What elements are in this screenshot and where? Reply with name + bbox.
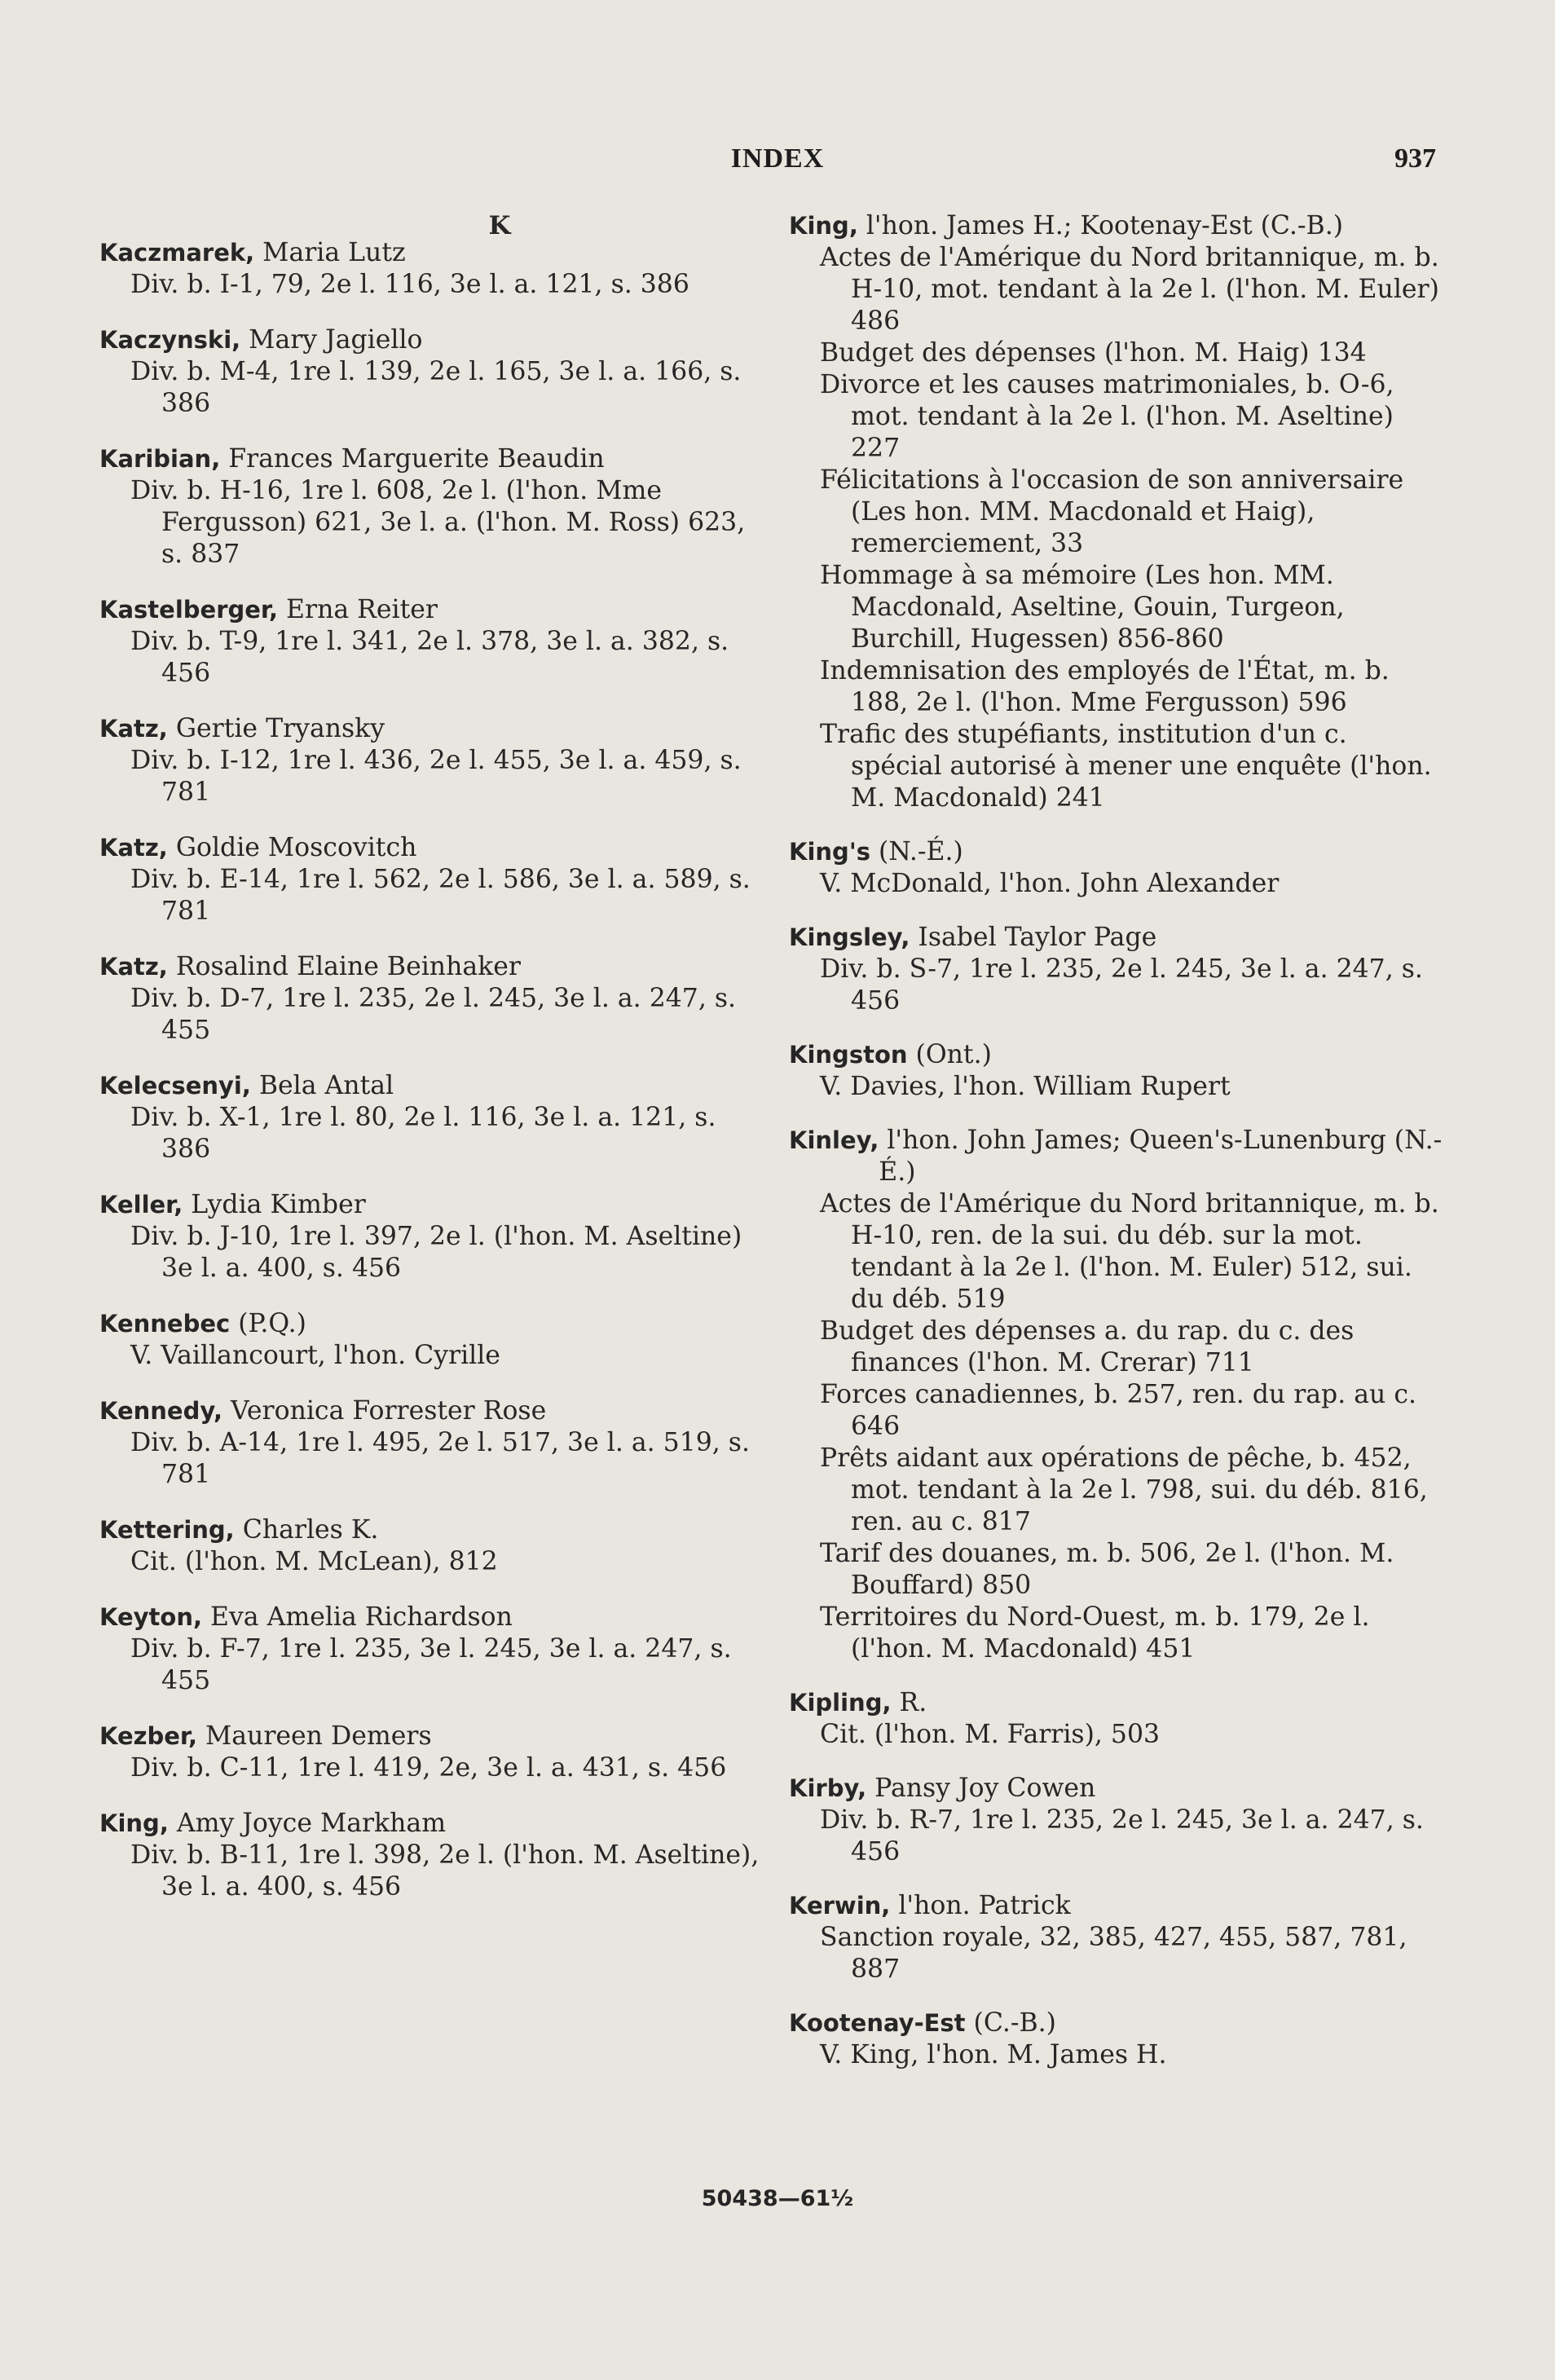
entry-subentry: Territoires du Nord-Ouest, m. b. 179, 2e l. (l'hon. M. Macdonald) 451 xyxy=(820,1602,1370,1664)
entry-detail: (N.-É.) xyxy=(870,837,963,866)
index-entry xyxy=(99,1308,769,1372)
entry-heading xyxy=(789,1890,1446,1922)
entry-subentry: Div. b. F-7, 1re l. 235, 3e l. 245, 3e l. a. 247, s. 455 xyxy=(130,1634,732,1695)
entry-heading xyxy=(789,2008,1446,2039)
entry-detail: R. xyxy=(891,1688,927,1717)
entry-detail: Erna Reiter xyxy=(278,595,438,624)
entry-subentry: Div. b. H-16, 1re l. 608, 2e l. (l'hon. Mme Fergusson) 621, 3e l. a. (l'hon. M. Ross) 623, s. 837 xyxy=(130,476,746,569)
entry-name: Kennedy, xyxy=(99,1397,223,1425)
entry-heading xyxy=(99,443,769,475)
entry-name: Kingston xyxy=(789,1041,908,1069)
entry-subentry: Div. b. M-4, 1re l. 139, 2e l. 165, 3e l. a. 166, s. 386 xyxy=(130,357,742,418)
entry-heading xyxy=(99,1514,769,1546)
index-entry xyxy=(789,1687,1446,1751)
entry-detail: Pansy Joy Cowen xyxy=(866,1774,1096,1803)
index-entry xyxy=(99,237,769,301)
entry-name: Kingsley, xyxy=(789,923,910,951)
entry-subentry: Tarif des douanes, m. b. 506, 2e l. (l'hon. M. Bouffard) 850 xyxy=(820,1539,1394,1600)
entry-subentry: Div. b. I-12, 1re l. 436, 2e l. 455, 3e l. a. 459, s. 781 xyxy=(130,746,742,807)
entry-subentry: Hommage à sa mémoire (Les hon. MM. Macdonald, Aseltine, Gouin, Turgeon, Burchill, Hugessen) 856-860 xyxy=(820,561,1345,654)
entry-subentry: V. Vaillancourt, l'hon. Cyrille xyxy=(130,1341,500,1370)
entry-subentry: Div. b. C-11, 1re l. 419, 2e, 3e l. a. 431, s. 456 xyxy=(130,1753,727,1783)
entry-heading xyxy=(789,210,1446,242)
entry-detail: Bela Antal xyxy=(250,1071,394,1100)
entry-subentry: Cit. (l'hon. M. Farris), 503 xyxy=(820,1720,1161,1749)
entry-name: Katz, xyxy=(99,834,168,862)
entry-name: Kaczynski, xyxy=(99,326,241,354)
entry-detail: Frances Marguerite Beaudin xyxy=(220,444,605,474)
running-title: INDEX xyxy=(730,143,825,174)
entry-subentry: Div. b. J-10, 1re l. 397, 2e l. (l'hon. M. Aseltine) 3e l. a. 400, s. 456 xyxy=(130,1222,742,1283)
entry-name: Kettering, xyxy=(99,1516,235,1544)
index-entry xyxy=(99,324,769,420)
entry-subentry: Div. b. E-14, 1re l. 562, 2e l. 586, 3e l. a. 589, s. 781 xyxy=(130,865,751,926)
entry-detail: Veronica Forrester Rose xyxy=(222,1396,547,1426)
entry-detail: l'hon. James H.; Kootenay-Est (C.-B.) xyxy=(857,211,1343,240)
entry-heading xyxy=(99,1721,769,1752)
entry-detail: Amy Joyce Markham xyxy=(168,1809,447,1838)
index-entry xyxy=(789,836,1446,900)
entry-subentry: Sanction royale, 32, 385, 427, 455, 587, 781, 887 xyxy=(820,1923,1407,1984)
entry-subentry: V. King, l'hon. M. James H. xyxy=(820,2040,1167,2069)
right-column xyxy=(789,210,1446,2093)
entry-detail: Goldie Moscovitch xyxy=(167,833,417,862)
index-entry xyxy=(99,1721,769,1784)
page-number: 937 xyxy=(1394,143,1436,174)
entry-heading xyxy=(99,713,769,745)
entry-name: Katz, xyxy=(99,715,168,743)
index-entry xyxy=(789,1039,1446,1103)
entry-subentry: Indemnisation des employés de l'État, m. b. 188, 2e l. (l'hon. Mme Fergusson) 596 xyxy=(820,656,1390,717)
entry-detail: Maureen Demers xyxy=(197,1721,432,1751)
entry-name: King, xyxy=(99,1809,169,1837)
entry-heading xyxy=(789,1125,1446,1188)
index-entry xyxy=(99,443,769,571)
entry-subentry: Div. b. I-1, 79, 2e l. 116, 3e l. a. 121, s. 386 xyxy=(130,270,689,299)
entry-name: Kipling, xyxy=(789,1689,892,1717)
entry-subentry: Budget des dépenses a. du rap. du c. des finances (l'hon. M. Crerar) 711 xyxy=(820,1316,1355,1377)
entry-heading xyxy=(99,1808,769,1840)
entry-heading xyxy=(789,1687,1446,1719)
entry-heading xyxy=(99,237,769,269)
index-entry xyxy=(99,1514,769,1578)
entry-name: Kerwin, xyxy=(789,1892,891,1919)
entry-heading xyxy=(99,832,769,864)
entry-heading xyxy=(789,836,1446,868)
index-entry xyxy=(789,2008,1446,2071)
entry-detail: Rosalind Elaine Beinhaker xyxy=(167,952,521,981)
entry-subentry: Div. b. S-7, 1re l. 235, 2e l. 245, 3e l. a. 247, s. 456 xyxy=(820,954,1423,1016)
entry-detail: Lydia Kimber xyxy=(183,1190,366,1219)
entry-heading xyxy=(99,1308,769,1340)
entry-heading xyxy=(99,1070,769,1102)
entry-heading xyxy=(789,922,1446,954)
index-entry xyxy=(789,1773,1446,1868)
index-entry xyxy=(99,1189,769,1285)
entry-name: Kennebec xyxy=(99,1310,231,1338)
entry-detail: l'hon. John James; Queen's-Lunenburg (N.-É.) xyxy=(879,1126,1443,1187)
entry-name: King's xyxy=(789,838,870,866)
entry-detail: (C.-B.) xyxy=(965,2008,1056,2038)
entry-name: Kaczmarek, xyxy=(99,239,255,267)
index-entry xyxy=(99,951,769,1047)
entry-name: Katz, xyxy=(99,953,168,981)
entry-subentry: Div. b. T-9, 1re l. 341, 2e l. 378, 3e l. a. 382, s. 456 xyxy=(130,627,729,688)
entry-subentry: Cit. (l'hon. M. McLean), 812 xyxy=(130,1547,498,1576)
entry-subentry: Félicitations à l'occasion de son anniversaire (Les hon. MM. Macdonald et Haig), remerciement, 33 xyxy=(820,465,1404,558)
entry-subentry: Actes de l'Amérique du Nord britannique, m. b. H-10, ren. de la sui. du déb. sur la mot. tendant à la 2e l. (l'hon. M. Euler) 512, sui. du déb. 519 xyxy=(820,1189,1439,1314)
entry-detail: Maria Lutz xyxy=(254,238,406,267)
entry-subentry: Div. b. D-7, 1re l. 235, 2e l. 245, 3e l. a. 247, s. 455 xyxy=(130,984,737,1045)
entry-heading xyxy=(789,1039,1446,1071)
entry-detail: (Ont.) xyxy=(907,1040,992,1069)
entry-detail: Charles K. xyxy=(234,1515,379,1545)
index-entry xyxy=(99,594,769,690)
entry-heading xyxy=(99,1602,769,1633)
entry-name: Kootenay-Est xyxy=(789,2009,966,2037)
index-entry xyxy=(99,832,769,928)
entry-heading xyxy=(99,951,769,983)
entry-detail: Gertie Tryansky xyxy=(167,714,385,743)
entry-name: Kelecsenyi, xyxy=(99,1072,251,1100)
entry-name: Keller, xyxy=(99,1191,183,1219)
index-entry xyxy=(789,1125,1446,1665)
entry-subentry: Actes de l'Amérique du Nord britannique, m. b. H-10, mot. tendant à la 2e l. (l'hon. M. Euler) 486 xyxy=(820,243,1439,336)
footer-code: 50438—61½ xyxy=(701,2186,854,2211)
index-entry xyxy=(789,210,1446,814)
section-letter: K xyxy=(488,211,511,240)
entry-subentry: Divorce et les causes matrimoniales, b. O-6, mot. tendant à la 2e l. (l'hon. M. Aseltine) 227 xyxy=(820,370,1394,463)
entry-detail: (P.Q.) xyxy=(230,1309,306,1338)
entry-name: Karibian, xyxy=(99,445,221,473)
left-column xyxy=(99,210,769,1927)
entry-subentry: Div. b. A-14, 1re l. 495, 2e l. 517, 3e l. a. 519, s. 781 xyxy=(130,1428,750,1489)
entry-name: Kastelberger, xyxy=(99,596,278,624)
entry-subentry: Budget des dépenses (l'hon. M. Haig) 134 xyxy=(820,338,1367,368)
entry-name: Kinley, xyxy=(789,1126,879,1154)
entry-name: Kezber, xyxy=(99,1722,197,1750)
entry-subentry: V. Davies, l'hon. William Rupert xyxy=(820,1072,1231,1101)
entry-detail: Mary Jagiello xyxy=(240,325,423,355)
index-entry xyxy=(789,922,1446,1017)
index-entry xyxy=(99,1808,769,1903)
entry-detail: Eva Amelia Richardson xyxy=(201,1602,513,1632)
entry-detail: Isabel Taylor Page xyxy=(910,923,1157,952)
entry-subentry: V. McDonald, l'hon. John Alexander xyxy=(820,869,1280,898)
entry-subentry: Prêts aidant aux opérations de pêche, b. 452, mot. tendant à la 2e l. 798, sui. du déb. 816, ren. au c. 817 xyxy=(820,1443,1428,1536)
index-entry xyxy=(789,1890,1446,1986)
entry-subentry: Div. b. X-1, 1re l. 80, 2e l. 116, 3e l. a. 121, s. 386 xyxy=(130,1103,716,1164)
entry-heading xyxy=(789,1773,1446,1805)
entry-heading xyxy=(99,324,769,356)
index-entry xyxy=(99,713,769,809)
index-entry xyxy=(99,1395,769,1491)
entry-name: Kirby, xyxy=(789,1774,867,1802)
entry-subentry: Div. b. R-7, 1re l. 235, 2e l. 245, 3e l. a. 247, s. 456 xyxy=(820,1805,1424,1867)
entry-name: King, xyxy=(789,212,858,240)
entry-heading xyxy=(99,1189,769,1221)
entry-subentry: Div. b. B-11, 1re l. 398, 2e l. (l'hon. M. Aseltine), 3e l. a. 400, s. 456 xyxy=(130,1840,760,1902)
entry-subentry: Forces canadiennes, b. 257, ren. du rap. au c. 646 xyxy=(820,1380,1416,1441)
index-entry xyxy=(99,1602,769,1697)
entry-detail: l'hon. Patrick xyxy=(890,1891,1071,1920)
entry-heading xyxy=(99,594,769,626)
entry-subentry: Trafic des stupéfiants, institution d'un c. spécial autorisé à mener une enquête (l'hon. M. Macdonald) 241 xyxy=(820,720,1432,813)
index-entry xyxy=(99,1070,769,1166)
entry-heading xyxy=(99,1395,769,1427)
entry-name: Keyton, xyxy=(99,1603,202,1631)
